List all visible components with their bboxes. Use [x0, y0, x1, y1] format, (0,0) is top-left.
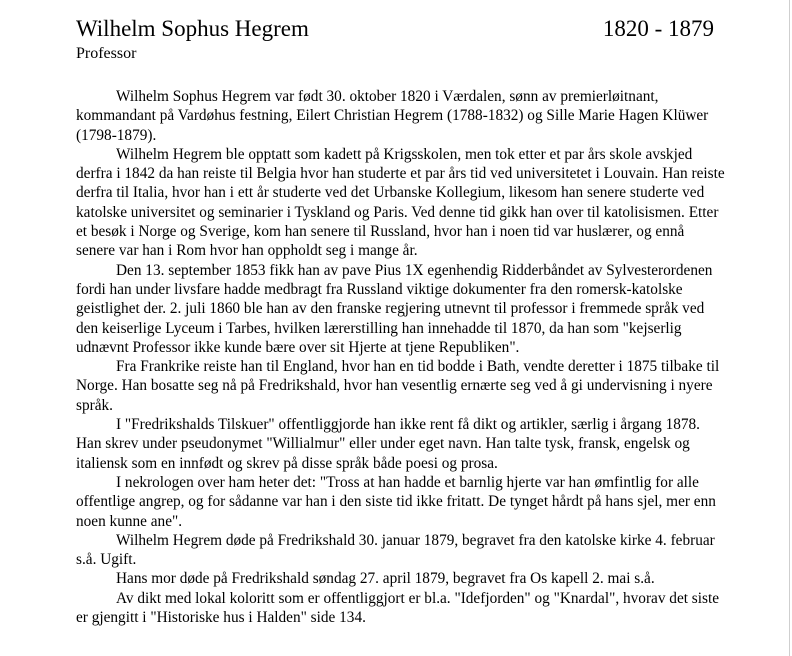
person-title: Professor	[76, 45, 137, 62]
paragraph-return: Fra Frankrike reiste han til England, hvor han en tid bodde i Bath, vendte deretter i 1875 tilbake til Norge. Han bosatte seg nå på Fredrikshald, hvor han vesentlig ernærte seg ved å gi undervisning i nyere språk.	[76, 358, 720, 414]
title-row	[76, 14, 716, 44]
paragraph-birth: Wilhelm Sophus Hegrem var født 30. oktober 1820 i Værdalen, sønn av premierløitnant, kommandant på Vardøhus festning, Eilert Christian Hegrem (1788-1832) og Sille Marie Hagen Klüwer (1798-1879).	[76, 88, 709, 144]
person-name: Wilhelm Sophus Hegrem	[76, 16, 309, 41]
paragraph-death: Wilhelm Hegrem døde på Fredrikshald 30. januar 1879, begravet fra den katolske kirke 4. februar s.å. Ugift.	[76, 531, 715, 569]
paragraph-honours: Den 13. september 1853 fikk han av pave Pius 1X egenhendig Ridderbåndet av Sylvesterordenen fordi han under livsfare hadde medbragt fra Russland viktige dokumenter fra den romersk-katolske geistlighet der. 2. juli 1860 ble han av den franske regjering utnevnt til professor i fremmede språk ved den keiserlige Lyceum i Tarbes, hvilken lærerstilling han innehadde til 1870, da han som "kejserlig udnævnt Professor ikke kunde bære over sit Hjerte at tjene Republiken".	[76, 261, 713, 356]
life-years: 1820 - 1879	[602, 16, 714, 41]
paragraph-writing: I "Fredrikshalds Tilskuer" offentliggjorde han ikke rent få dikt og artikler, særlig i årgang 1878. Han skrev under pseudonymet "Willialmur" eller under eget navn. Han talte tysk, fransk, engelsk og italiensk som en innfødt og skrev på disse språk både poesi og prosa.	[76, 416, 700, 472]
paragraph-poems: Av dikt med lokal koloritt som er offentliggjort er bl.a. "Idefjorden" og "Knardal", hvorav det siste er gjengitt i "Historiske hus i Halden" side 134.	[76, 589, 720, 627]
paragraph-education: Wilhelm Hegrem ble opptatt som kadett på Krigsskolen, men tok etter et par års skole avskjed derfra i 1842 da han reiste til Belgia hvor han studerte et par års tid ved universitetet i Louvain. Han reiste derfra til Italia, hvor han i ett år studerte ved det Urbanske Kollegium, likesom han senere studerte ved katolske universitet og seminarier i Tyskland og Paris. Ved denne tid gikk han over til katolisismen. Etter et besøk i Norge og Sverige, kom han senere til Russland, hvor han i noen tid var huslærer, og ennå senere var han i Rom hvor han oppholdt seg i mange år.	[76, 145, 725, 260]
paragraph-mother: Hans mor døde på Fredrikshald søndag 27. april 1879, begravet fra Os kapell 2. mai s.å.	[116, 570, 655, 588]
biography-body	[76, 87, 726, 627]
paragraph-obituary: I nekrologen over ham heter det: "Tross at han hadde et barnlig hjerte var han ømfintlig for alle offentlige angrep, og for sådanne var han i den siste tid ikke fritatt. De tynget hårdt på hans sjel, mer enn noen kunne ane".	[76, 473, 716, 530]
